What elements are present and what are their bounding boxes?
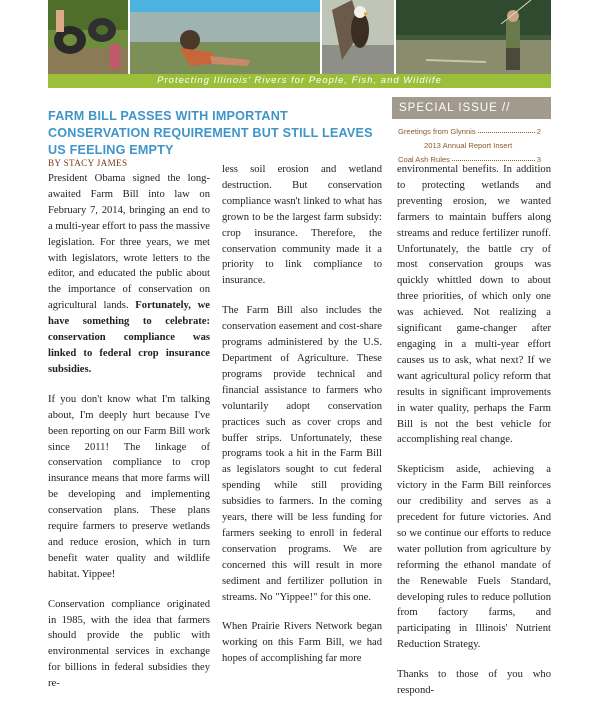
article-paragraph: environmental benefits. In addition to protecting wetlands and preventing erosion, we wanted farmers to maintain buffers along streams and reduce fertilizer runoff. Unfortunately, the battle cry of most conservation groups was quickly whittled down to about three priorities, of which only one was achieved. Not realizing a significant game-changer after engaging in a multi-year effort causes us to ask, what next? If we want agricultural policy reform that results in significant improvements in water quality, perhaps the Farm Bill is not the best vehicle for accomplishing real change. (397, 164, 551, 446)
photo-woman-by-river (130, 0, 320, 74)
toc-item-label: Greetings from Glynnis (398, 127, 476, 136)
toc-item[interactable] (392, 136, 551, 150)
toc-item[interactable] (392, 122, 551, 136)
toc-leader-dots (478, 132, 535, 133)
toc-item-page: 2 (536, 127, 541, 136)
article-paragraph: Skepticism aside, achieving a victory in the Farm Bill reinforces our credibility and serves as a precedent for future victories. And so we continue our efforts to reduce water pollution from agriculture by reforming the ethanol mandate of the Renewable Fuels Standard, developing rules to reduce pollution from factory farms, and participating in Illinois' Nutrient Reduction Strategy. (397, 464, 551, 651)
toc-item-label: 2013 Annual Report Insert (424, 141, 513, 150)
header-photo-strip (48, 0, 551, 74)
article-column-3 (397, 162, 551, 713)
toc-item-page: 3 (536, 155, 541, 164)
article-paragraph: The Farm Bill also includes the conservation easement and cost-share programs administered by the U.S. Department of Agriculture. These programs provide technical and financial assistance to farmers who voluntarily adopt conservation practices such as cover crops and buffer strips. Unfortunately, these programs took a hit in the Farm Bill as legislators sought to cut federal spending while still providing subsidies to farmers. In the coming years, there will be less funding for farmers seeking to enroll in federal conservation programs. We are concerned this will result in more sediment and fertilizer pollution in streams. No "Yippee!" for this one. (222, 305, 382, 603)
paragraph-bold-highlight: Fortunately, we have something to celebrate: conservation compliance was linked to federal crop insurance subsidies. (48, 300, 210, 375)
article-paragraph (48, 171, 210, 378)
paragraph-text: President Obama signed the long-awaited Farm Bill into law on February 7, 2014, bringing an end to a multi-year effort to pass the massive legislation. For three years, we met with legislators, wrote letters to the editor, and educated the public about the importance of conservation on agricultural lands. (48, 173, 210, 312)
tagline-banner: Protecting Illinois' Rivers for People, Fish, and Wildlife (48, 74, 551, 88)
article-byline: BY STACY JAMES (48, 158, 128, 168)
article-column-2 (222, 162, 382, 681)
toc-item-label: Coal Ash Rules (398, 155, 450, 164)
article-paragraph: Conservation compliance originated in 1985, with the idea that farmers should provide the public with environmental services in exchange for billions in federal subsidies they re- (48, 598, 210, 690)
photo-fisherman (396, 0, 551, 74)
photo-eagle (322, 0, 394, 74)
photo-tubing-kids (48, 0, 128, 74)
toc-leader-dots (452, 160, 535, 161)
article-paragraph: When Prairie Rivers Network began working on this Farm Bill, we had hopes of accomplishing far more (222, 621, 382, 665)
special-issue-box (392, 97, 551, 169)
article-column-1 (48, 171, 210, 706)
article-paragraph: If you don't know what I'm talking about, I'm deeply hurt because I've been reporting on our Farm Bill work since 2011! The linkage of conservation compliance to crop insurance means that more farms will be developing and implementing conservation plans. These plans require farmers to preserve wetlands and reduce erosion, which in turn benefit water quality and wildlife habitat. Yippee! (48, 393, 210, 580)
article-headline: FARM BILL PASSES WITH IMPORTANT CONSERVATION REQUIREMENT BUT STILL LEAVES US FEELING EMPTY (48, 109, 373, 157)
article-paragraph: less soil erosion and wetland destruction. But conservation compliance wasn't linked to what has grown to be the largest farm subsidy: crop insurance. Therefore, the conservation community made it a priority to link compliance to insurance. (222, 164, 382, 287)
special-issue-title: SPECIAL ISSUE // (392, 97, 551, 119)
article-paragraph: Thanks to those of you who respond- (397, 669, 551, 697)
